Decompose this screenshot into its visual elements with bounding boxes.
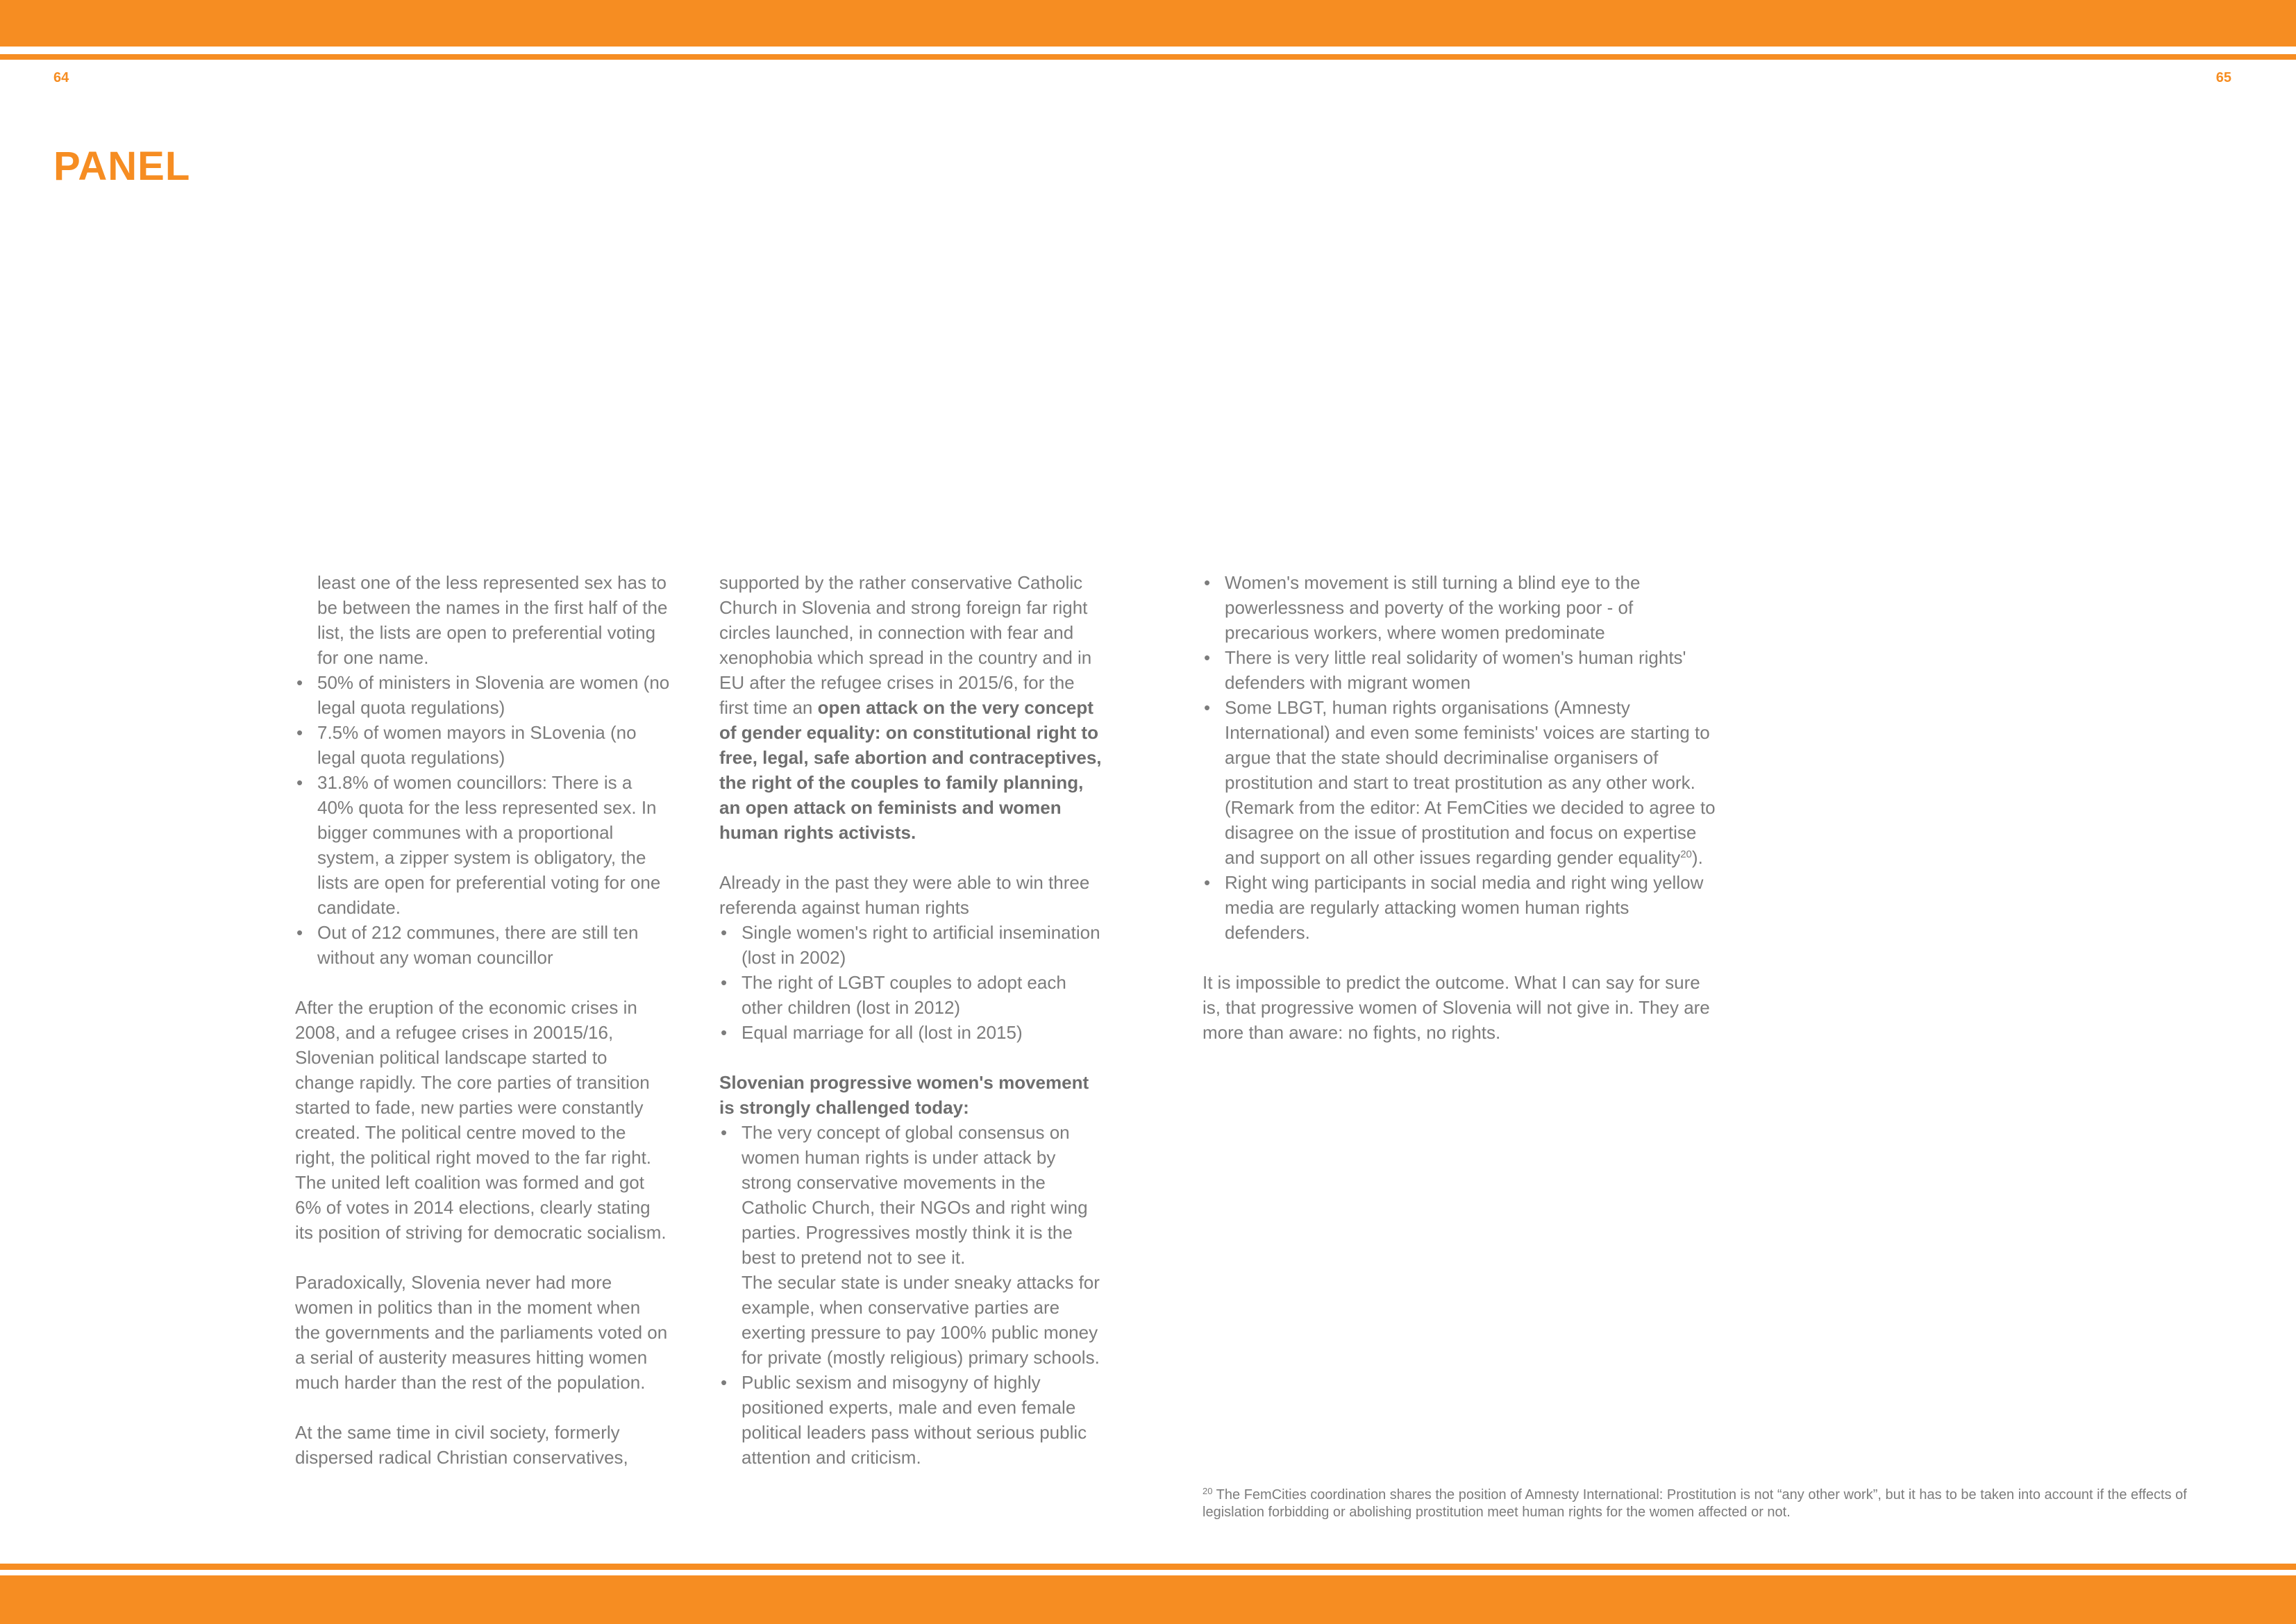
referenda-list: [719, 920, 1108, 1045]
footnote: [1203, 1487, 2237, 1521]
list-item: • Some LBGT, human rights organisations (Amnesty International) and even some feminists' voices are starting to argue that the state should decriminalise organisers of prostitution and start to treat prostitution as any other work. (Remark from the editor: At FemCities we decided to agree to disagree on the issue of prostitution and focus on expertise and support on all other issues regarding gender equality$^{20}$).: [1203, 695, 1716, 870]
quota-intro-text: least one of the less represented sex has to be between the names in the first half of the list, the lists are open to preferential voting for one name.: [317, 572, 668, 668]
footnote-text: The FemCities coordination shares the position of Amnesty International: Prostitution is not “any other work”, but it has to be taken into account if the effects of legislation forbidding or abolishing prostitution meet human rights for the women affected or not.: [1203, 1487, 2187, 1520]
list-item: • Single women's right to artificial insemination (lost in 2002): [719, 920, 1108, 970]
top-orange-rule: [0, 54, 2296, 60]
list-item: • The right of LGBT couples to adopt each other children (lost in 2012): [719, 970, 1108, 1020]
paragraph-civil-society: At the same time in civil society, formerly dispersed radical Christian conservatives,: [295, 1422, 628, 1468]
paragraph-paradox: Paradoxically, Slovenia never had more women in politics than in the moment when the governments and the parliaments voted on a serial of austerity measures hitting women much harder than the rest of the population.: [295, 1272, 668, 1393]
paragraph-crises: After the eruption of the economic crises in 2008, and a refugee crises in 20015/16, Slovenian political landscape started to change rapidly. The core parties of transition started to fade, new parties were constantly created. The political centre moved to the right, the political right moved to the far right. The united left coalition was formed and got 6% of votes in 2014 elections, clearly stating its position of striving for democratic socialism.: [295, 997, 667, 1243]
page-number-left: 64: [53, 70, 69, 85]
bottom-orange-rule: [0, 1564, 2296, 1570]
attack-emphasis: open attack on the very concept of gender equality: on constitutional right to free, legal, safe abortion and contraceptives, the right of the couples to family planning, an open attack on feminists and women human rights activists.: [719, 697, 1102, 843]
page-number-right: 65: [2215, 70, 2231, 85]
paragraph-attack: supported by the rather conservative Catholic Church in Slovenia and strong foreign far right circles launched, in connection with fear and xenophobia which spread in the country and in EU after the refugee crises in 2015/6, for the first time an open attack on the very concept of gender equality: on constitutional right to free, legal, safe abortion and contraceptives, the right of the couples to family planning, an open attack on feminists and women human rights activists.: [719, 572, 1102, 843]
bottom-orange-band: [0, 1575, 2296, 1624]
paragraph-referenda: Already in the past they were able to win three referenda against human rights: [719, 872, 1090, 918]
list-item: • Women's movement is still turning a blind eye to the powerlessness and poverty of the working poor - of precarious workers, where women predominate: [1203, 570, 1716, 645]
list-item: • The very concept of global consensus on women human rights is under attack by strong conservative movements in the Catholic Church, their NGOs and right wing parties. Progressives mostly think it is the best to pretend not to see it. The secular state is under sneaky attacks for example, when conservative parties are exerting pressure to pay 100% public money for private (mostly religious) primary schools.: [719, 1120, 1108, 1370]
column-3: [1203, 570, 1716, 1045]
list-item: • Out of 212 communes, there are still ten without any woman councillor: [295, 920, 670, 970]
top-orange-band: [0, 0, 2296, 47]
list-item: • Equal marriage for all (lost in 2015): [719, 1020, 1108, 1045]
paragraph-conclusion: It is impossible to predict the outcome. What I can say for sure is, that progressive women of Slovenia will not give in. They are more than aware: no fights, no rights.: [1203, 972, 1710, 1043]
challenges-heading: Slovenian progressive women's movement is strongly challenged today:: [719, 1072, 1089, 1118]
list-item: • There is very little real solidarity of women's human rights' defenders with migrant women: [1203, 645, 1716, 695]
footnote-number: 20: [1203, 1486, 1213, 1496]
list-item: • 50% of ministers in Slovenia are women (no legal quota regulations): [295, 670, 670, 720]
list-item: • Right wing participants in social media and right wing yellow media are regularly attacking women human rights defenders.: [1203, 870, 1716, 945]
column-1: [295, 570, 670, 1470]
list-item: • Public sexism and misogyny of highly positioned experts, male and even female political leaders pass without serious public attention and criticism.: [719, 1370, 1108, 1470]
challenges-list: [719, 1120, 1108, 1470]
list-item: • 7.5% of women mayors in SLovenia (no legal quota regulations): [295, 720, 670, 770]
footnote-reference[interactable]: 20: [1680, 848, 1692, 860]
movement-issues-list: [1203, 570, 1716, 945]
section-title: PANEL: [53, 144, 191, 189]
representation-stats-list: [295, 670, 670, 970]
list-item: • 31.8% of women councillors: There is a 40% quota for the less represented sex. In bigger communes with a proportional system, a zipper system is obligatory, the lists are open for preferential voting for one candidate.: [295, 770, 670, 920]
column-2: [719, 570, 1108, 1470]
